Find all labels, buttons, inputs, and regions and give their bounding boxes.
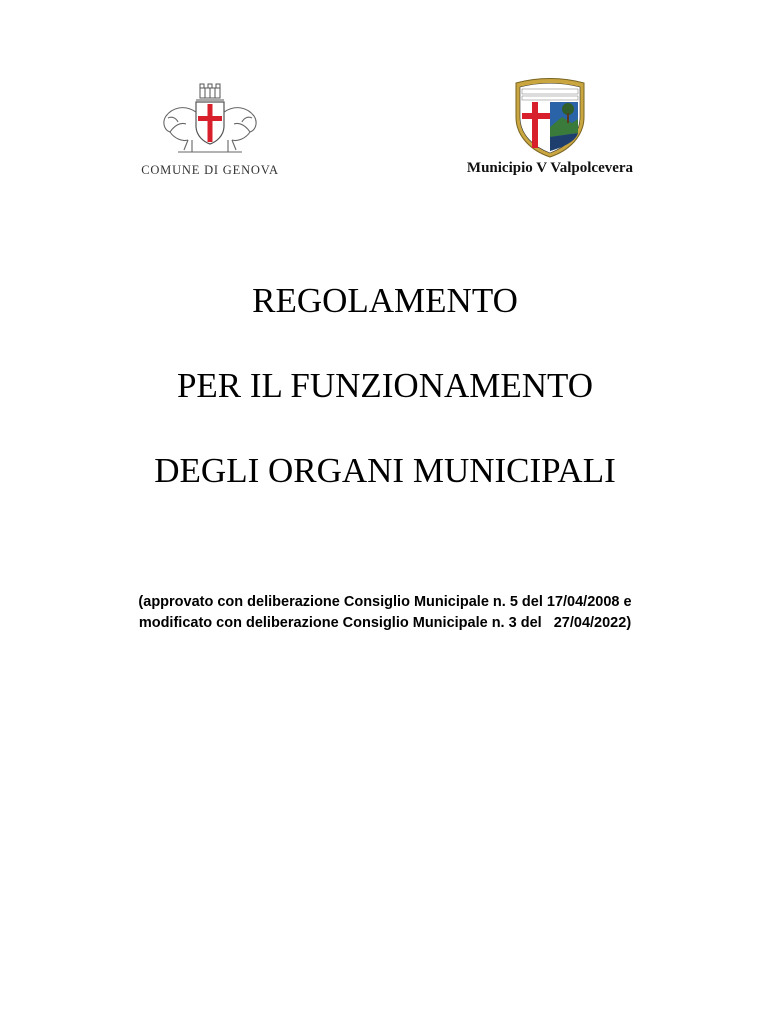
document-title-line-2: PER IL FUNZIONAMENTO xyxy=(176,366,594,405)
municipio-valpolcevera-caption: Municipio V Valpolcevera xyxy=(466,160,634,176)
approval-note-line-2: modificato con deliberazione Consiglio Municipale n. 3 del 27/04/2022) xyxy=(138,615,632,631)
approval-note-line-1: (approvato con deliberazione Consiglio Municipale n. 5 del 17/04/2008 e xyxy=(138,594,632,610)
comune-genova-coat-of-arms-logo xyxy=(158,82,262,158)
municipio-valpolcevera-crest-logo xyxy=(510,77,590,159)
document-title-line-1: REGOLAMENTO xyxy=(252,281,518,320)
comune-genova-caption: COMUNE DI GENOVA xyxy=(141,163,279,177)
document-title-line-3: DEGLI ORGANI MUNICIPALI xyxy=(154,451,616,490)
